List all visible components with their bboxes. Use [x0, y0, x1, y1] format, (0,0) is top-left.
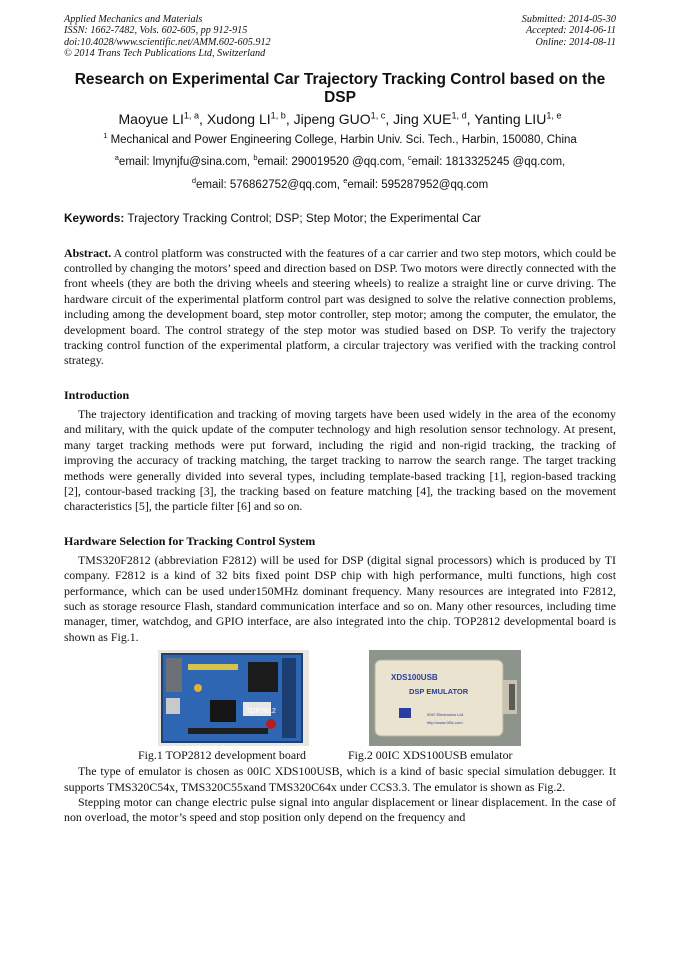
email-text: email: 290019520 @qq.com,: [257, 155, 408, 168]
doi-line: doi:10.4028/www.scientific.net/AMM.602-605.912: [64, 36, 271, 48]
keywords: [64, 211, 616, 226]
paper-title: Research on Experimental Car Trajectory Tracking Control based on the DSP: [74, 70, 606, 106]
email-line-1: [64, 152, 616, 170]
copyright-line: © 2014 Trans Tech Publications Ltd, Switzerland: [64, 48, 266, 60]
board-illustration: [158, 650, 309, 746]
figure-row: [64, 650, 616, 748]
affiliation-text: Mechanical and Power Engineering College, Harbin Univ. Sci. Tech., Harbin, 150080, China: [110, 133, 577, 146]
keywords-text: Trajectory Tracking Control; DSP; Step Motor; the Experimental Car: [124, 210, 481, 225]
accepted-date: Accepted: 2014-06-11: [525, 25, 616, 37]
email-sup: b: [253, 152, 258, 162]
board-label: TOP2812: [246, 708, 276, 716]
emulator-illustration: [369, 650, 521, 746]
submitted-date: Submitted: 2014-05-30: [521, 14, 616, 25]
emulator-model-label: XDS100USB: [391, 673, 438, 683]
email-text: email: 1813325245 @qq.com,: [411, 155, 566, 168]
author-name: Jipeng GUO: [293, 110, 371, 127]
author-sup: 1, c: [370, 109, 386, 120]
email-sup: a: [114, 152, 119, 162]
abstract-label: Abstract.: [64, 245, 112, 260]
author-sup: 1, b: [270, 109, 286, 120]
paper-page: [64, 14, 616, 826]
email-sup: c: [407, 152, 412, 162]
email-text: email: 576862752@qq.com,: [195, 178, 344, 191]
email-text: email: lmynjfu@sina.com,: [118, 155, 254, 168]
author-name: Maoyue LI: [118, 110, 184, 127]
fig2-emulator-image: [369, 650, 521, 746]
email-sup: d: [191, 175, 196, 185]
author-name: Jing XUE: [393, 110, 452, 127]
author-name: Yanting LIU: [474, 110, 547, 127]
hardware-paragraph-2: The type of emulator is chosen as 00IC XDS100USB, which is a kind of basic special simulation debugger. It supports TMS320C54x, TMS320C55xand TMS320C64x under CCS3.3. The emulator is shown as Fig.2.: [64, 764, 616, 794]
keywords-label: Keywords:: [64, 210, 125, 225]
intro-paragraph: The trajectory identification and tracking of moving targets have been used widely in the area of the economy and military, with the quick update of the computer technology and high resolution sensor technology. At present, many target tracking methods were put forward, including the rigid and non-rigid tracking, the tracking of improving the accuracy of tracking matching, the target tracking to narrow the search range. The target tracking methods were generally divided into several types, including template-based tracking [1], region-based tracking [2], contour-based tracking [3], the tracking based on feature matching [4], the tracking based on the movement characteristics [5], the particle filter [6] and so on.: [64, 406, 616, 514]
author-list: Maoyue LI$^{1, a}$, Xudong LI$^{1, b}$, Jipeng GUO$^{1, c}$, Jing XUE$^{1, d}$, Yanting LIU$^{1, e}$: [118, 109, 562, 127]
fig2-caption: Fig.2 00IC XDS100USB emulator: [348, 748, 513, 763]
hardware-paragraph-3: Stepping motor can change electric pulse signal into angular displacement or linear displacement. In the case of non overload, the motor’s speed and stop position only depend on the frequency and: [64, 794, 616, 825]
online-date: Online: 2014-08-11: [535, 36, 616, 48]
author-name: Xudong LI: [206, 110, 271, 127]
section-heading-hardware: Hardware Selection for Tracking Control System: [64, 533, 316, 548]
affiliation-sup: 1: [103, 130, 108, 140]
header-left: [64, 14, 271, 60]
journal-header: [64, 14, 616, 60]
email-sup: e: [343, 175, 348, 185]
hardware-paragraph-1: TMS320F2812 (abbreviation F2812) will be used for DSP (digital signal processors) which is produced by TI company. F2812 is a kind of 32 bits fixed point DSP chip with high performance, multi functions, high cost performance, which can be used under150MHz dominant frequency. Many resources are integrated into F2812, such as storage resource Flash, standard communication interface and so on. Many other resources, including time manager, timer, watchdog, and GPIO interface, are also integrated into the chip. TOP2812 developmental board is shown as Fig.1.: [64, 552, 616, 644]
email-line-2: [64, 175, 616, 193]
emulator-type-label: DSP EMULATOR: [409, 687, 469, 697]
author-sup: 1, e: [546, 109, 562, 120]
author-sup: 1, a: [183, 109, 200, 120]
email-text: email: 595287952@qq.com: [347, 178, 489, 191]
figure-captions: [64, 748, 616, 764]
section-heading-introduction: Introduction: [64, 387, 130, 402]
affiliation: [64, 130, 616, 148]
header-right: [522, 14, 616, 60]
fig1-caption: Fig.1 TOP2812 development board: [138, 748, 307, 763]
abstract-text: A control platform was constructed with the features of a car carrier and two step motors, which could be controlled by changing the motors’ speed and direction based on DSP. Two motors were directly connected with the front wheels (they are both the driving wheels and steering wheels) to realize a straight line or curve driving. The hardware circuit of the experimental platform control part was designed to solve the relative connection problems, including among the development board, step motor controller, step motor; among the computer, the emulator, the development board. The control strategy of the step motor was studied based on DSP. To verify the trajectory tracking control function of the experimental platform, a circular trajectory was verified with the tracking control strategy.: [64, 245, 616, 368]
journal-name: Applied Mechanics and Materials: [64, 14, 203, 25]
emulator-company-label: 00IC Electronics Ltd.: [427, 712, 464, 718]
abstract: [64, 246, 616, 369]
issn-line: ISSN: 1662-7482, Vols. 602-605, pp 912-915: [64, 25, 248, 37]
emulator-url-label: http://www.00ic.com: [427, 720, 463, 726]
author-sup: 1, d: [451, 109, 467, 120]
fig1-board-image: [158, 650, 309, 746]
